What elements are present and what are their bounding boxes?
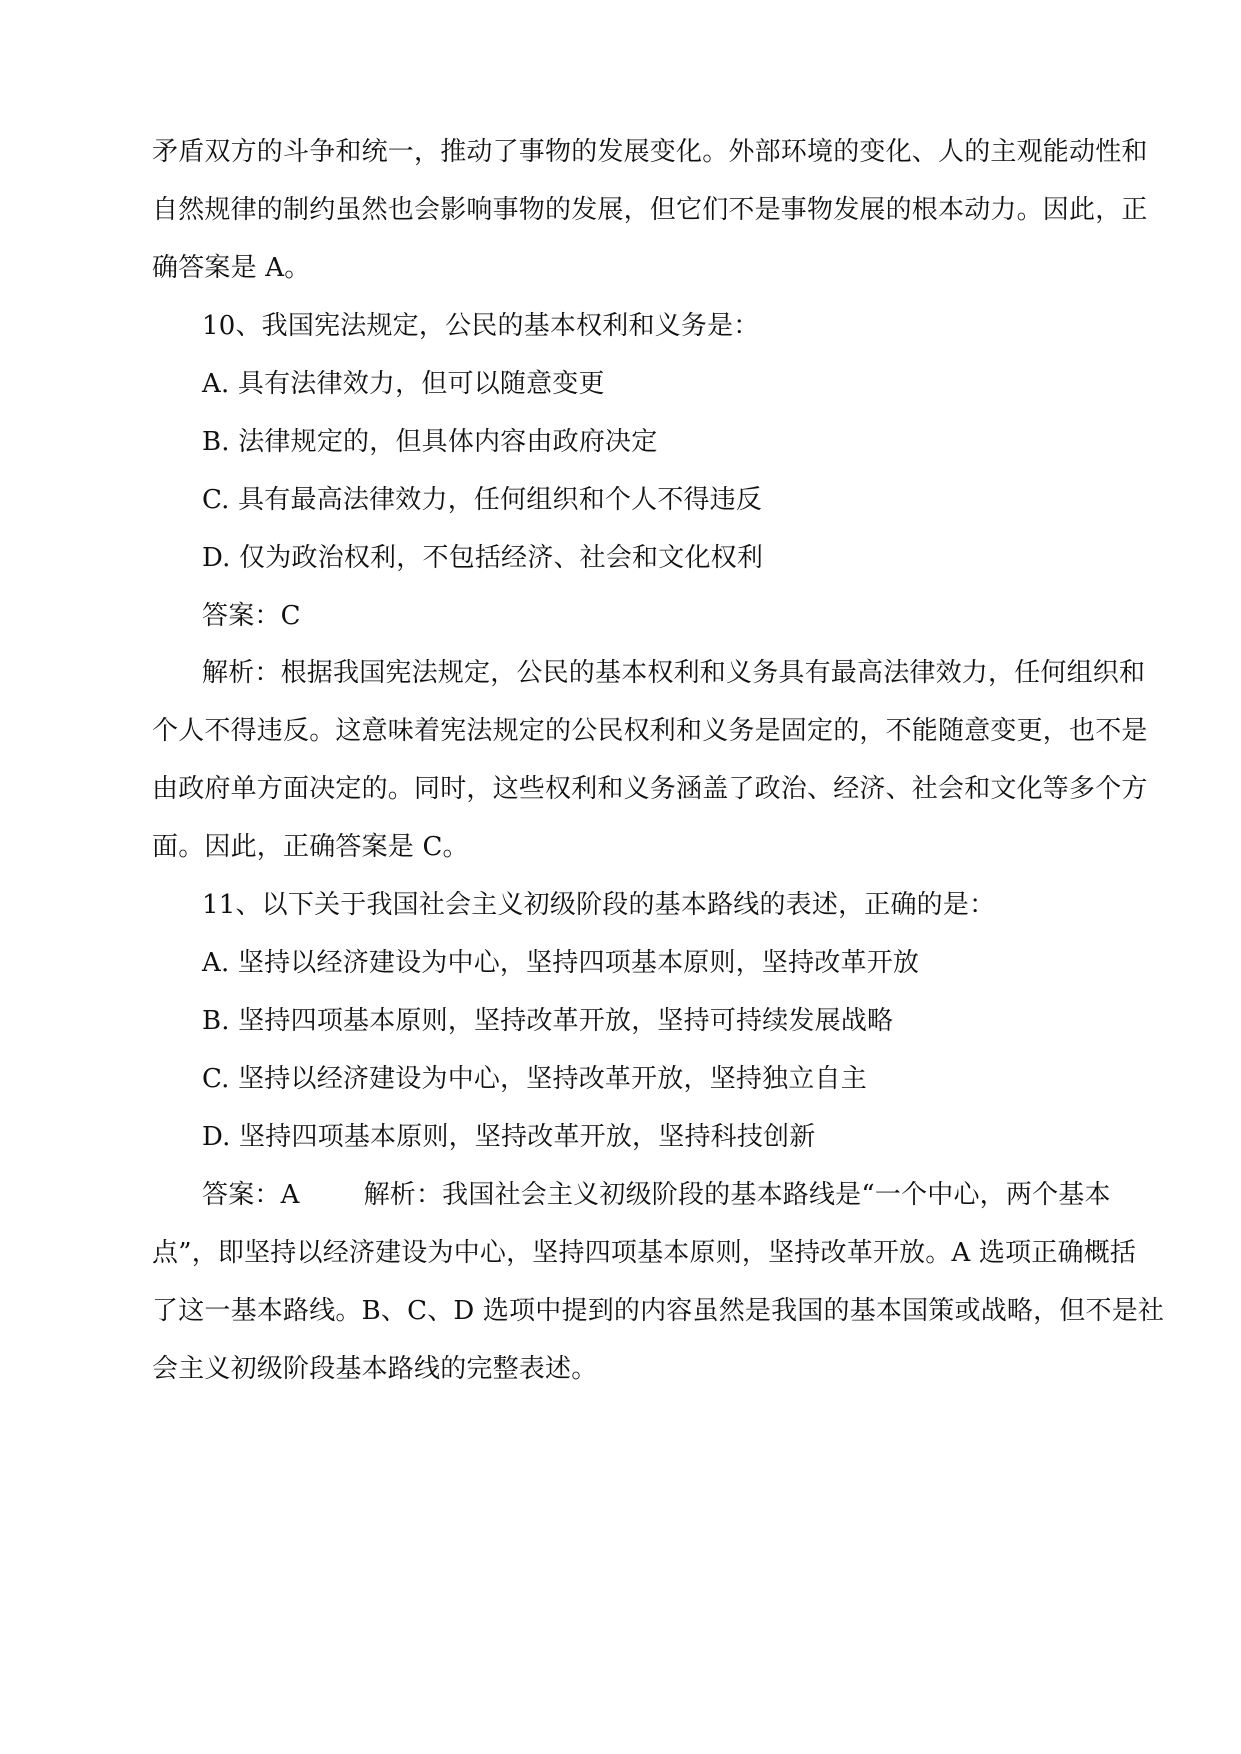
q11-analysis-line: 了这一基本路线。B、C、D 选项中提到的内容虽然是我国的基本国策或战略，但不是社 (152, 1296, 1165, 1326)
q11-option-a: A. 坚持以经济建设为中心，坚持四项基本原则，坚持改革开放 (202, 948, 920, 978)
q10-option-b: B. 法律规定的，但具体内容由政府决定 (202, 427, 658, 457)
q10-question: 10、我国宪法规定，公民的基本权利和义务是： (202, 311, 760, 341)
q9-analysis-line: 矛盾双方的斗争和统一，推动了事物的发展变化。外部环境的变化、人的主观能动性和 (152, 137, 1148, 167)
q10-option-c: C. 具有最高法律效力，任何组织和个人不得违反 (202, 485, 763, 515)
q10-option-d: D. 仅为政治权利，不包括经济、社会和文化权利 (202, 543, 764, 573)
q11-analysis-start: 解析：我国社会主义初级阶段的基本路线是“一个中心，两个基本 (363, 1180, 1111, 1210)
q11-option-b: B. 坚持四项基本原则，坚持改革开放，坚持可持续发展战略 (202, 1006, 894, 1036)
q10-analysis-line: 面。因此，正确答案是 C。 (152, 832, 469, 862)
q9-analysis-line: 自然规律的制约虽然也会影响事物的发展，但它们不是事物发展的根本动力。因此，正 (152, 195, 1148, 225)
q11-question: 11、以下关于我国社会主义初级阶段的基本路线的表述，正确的是： (202, 890, 996, 920)
q11-answer: 答案：A (202, 1180, 300, 1210)
q10-analysis-line: 解析：根据我国宪法规定，公民的基本权利和义务具有最高法律效力，任何组织和 (202, 658, 1146, 688)
q11-option-d: D. 坚持四项基本原则，坚持改革开放，坚持科技创新 (202, 1122, 816, 1152)
q11-answer-analysis-line (202, 1177, 1147, 1213)
q9-analysis-line: 确答案是 A。 (152, 253, 311, 283)
q10-analysis-line: 由政府单方面决定的。同时，这些权利和义务涵盖了政治、经济、社会和文化等多个方 (152, 774, 1148, 804)
q10-answer: 答案：C (202, 601, 301, 631)
q11-option-c: C. 坚持以经济建设为中心，坚持改革开放，坚持独立自主 (202, 1064, 867, 1094)
q10-analysis-line: 个人不得违反。这意味着宪法规定的公民权利和义务是固定的，不能随意变更，也不是 (152, 716, 1148, 746)
q10-option-a: A. 具有法律效力，但可以随意变更 (202, 369, 605, 399)
q11-analysis-line: 点”，即坚持以经济建设为中心，坚持四项基本原则，坚持改革开放。A 选项正确概括 (152, 1238, 1137, 1268)
q11-analysis-line: 会主义初级阶段基本路线的完整表述。 (152, 1354, 598, 1384)
